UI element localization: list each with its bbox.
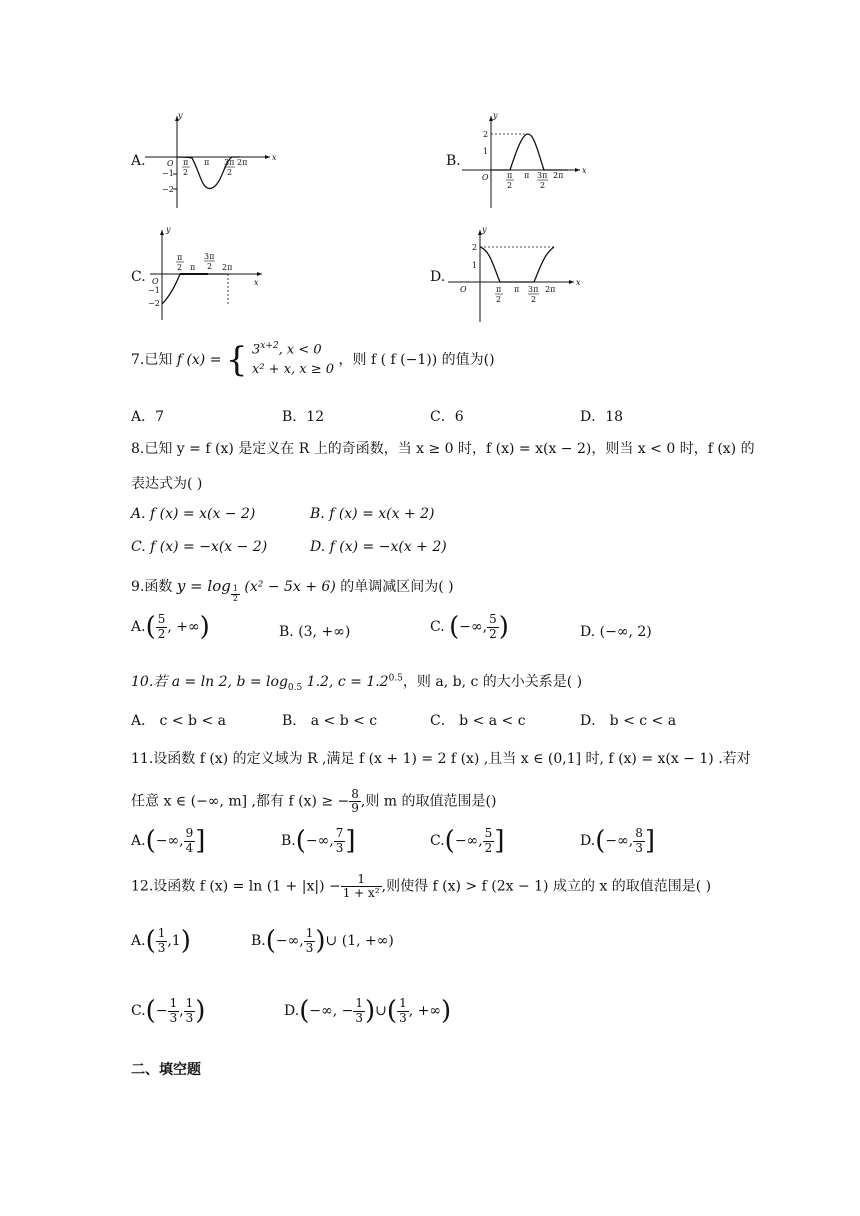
graph-d-label: D.	[430, 269, 446, 285]
svg-text:−1: −1	[148, 286, 160, 295]
q7-option-c: C．6	[430, 409, 464, 425]
question-7: 7.已知 f (x) = { $3^{x+2}$, x < 0 x² + x, x ≥ 0 ，则 f ( f (−1)) 的值为()	[131, 340, 495, 380]
q8-option-c: C. f (x) = −x(x − 2)	[131, 539, 268, 555]
graph-c	[140, 226, 270, 322]
svg-text:3π: 3π	[224, 158, 235, 167]
svg-text:3π: 3π	[528, 285, 539, 294]
graph-a-label: A.	[131, 153, 146, 169]
graph-c-label: C.	[131, 269, 146, 285]
q9-option-b: B. (3, +∞)	[279, 624, 351, 640]
q11-option-c: C.(−∞, $\frac{5}{2}$ ]	[430, 826, 505, 856]
graph-a-neg1: −1	[162, 169, 174, 178]
svg-text:2: 2	[207, 262, 213, 271]
svg-text:2π: 2π	[553, 171, 564, 180]
svg-text:y: y	[166, 226, 171, 234]
q12-option-d: D.(−∞, − $\frac{1}{3}$ )∪( $\frac{1}{3}$ , +∞)	[284, 996, 452, 1026]
q8-option-d: D. f (x) = −x(x + 2)	[310, 539, 447, 555]
svg-text:x: x	[254, 278, 259, 287]
question-11-line1: 11.设函数 f (x) 的定义域为 R ,满足 f (x + 1) = 2 f (x) ,且当 x ∈ (0,1] 时, f (x) = x(x − 1) .若对	[131, 751, 751, 767]
svg-text:π: π	[514, 285, 520, 294]
svg-text:π: π	[183, 158, 189, 167]
svg-text:2: 2	[531, 295, 537, 304]
svg-text:2: 2	[483, 130, 489, 139]
svg-text:2π: 2π	[222, 263, 233, 272]
svg-text:x: x	[576, 278, 581, 287]
q8-option-b: B. f (x) = x(x + 2)	[310, 506, 435, 522]
svg-text:1: 1	[483, 147, 489, 156]
q11-option-a: A.(−∞, $\frac{9}{4}$ ]	[131, 826, 206, 856]
question-8-line1: 8.已知 y = f (x) 是定义在 R 上的奇函数，当 x ≥ 0 时，f (x) = x(x − 2)，则当 x < 0 时，f (x) 的	[131, 441, 755, 457]
svg-text:3π: 3π	[537, 171, 548, 180]
q11-option-d: D.(−∞, $\frac{8}{3}$ ]	[580, 826, 655, 856]
q12-option-c: C.(− $\frac{1}{3}$ , $\frac{1}{3}$ )	[131, 996, 206, 1026]
q12-option-b: B.(−∞, $\frac{1}{3}$ )∪ (1, +∞)	[251, 926, 394, 956]
q9-option-d: D. (−∞, 2)	[580, 624, 652, 640]
q10-option-c: C． b < a < c	[430, 713, 526, 729]
svg-text:2: 2	[507, 181, 513, 190]
q7-option-d: D．18	[580, 409, 624, 425]
svg-text:2: 2	[496, 295, 502, 304]
svg-text:π: π	[177, 253, 183, 262]
svg-text:π: π	[190, 263, 196, 272]
question-11-line2: 任意 x ∈ (−∞, m] ,都有 f (x) ≥ − $\frac{8}{9}$ ,则 m 的取值范围是()	[131, 787, 497, 816]
svg-text:1: 1	[472, 261, 478, 270]
q11-option-b: B.(−∞, $\frac{7}{3}$ ]	[281, 826, 356, 856]
svg-text:2π: 2π	[545, 285, 556, 294]
svg-text:π: π	[204, 158, 210, 167]
svg-text:−2: −2	[148, 299, 160, 308]
svg-text:2: 2	[183, 168, 189, 177]
svg-text:2: 2	[227, 168, 233, 177]
q10-option-d: D． b < c < a	[580, 713, 677, 729]
svg-text:π: π	[524, 171, 530, 180]
graph-a-o: O	[167, 159, 174, 168]
svg-text:2: 2	[472, 243, 478, 252]
svg-text:2: 2	[177, 263, 183, 272]
svg-text:3π: 3π	[204, 252, 215, 261]
question-12: 12.设函数 f (x) = ln (1 + |x|) − $\frac{1}{\text{1 + x²}}$ ,则使得 f (x) > f (2x − 1) 成立的 x 的取值范围是( )	[131, 872, 712, 901]
section-title: 二、填空题	[131, 1062, 201, 1078]
question-9: 9.函数 y = log $\frac{1}{2}$ (x² − 5x + 6) 的单调减区间为( )	[131, 577, 454, 603]
svg-text:2π: 2π	[237, 158, 248, 167]
graph-b-label: B.	[446, 153, 461, 169]
svg-text:x: x	[582, 166, 587, 175]
svg-text:2: 2	[540, 181, 546, 190]
q9-option-a: A.( $\frac{5}{2}$ , +∞)	[131, 612, 210, 642]
q10-option-a: A． c < b < a	[131, 713, 226, 729]
q9-option-c: C. (−∞, $\frac{5}{2}$ )	[430, 612, 509, 642]
q8-option-a: A. f (x) = x(x − 2)	[131, 506, 256, 522]
q10-option-b: B． a < b < c	[282, 713, 378, 729]
graph-b	[458, 112, 588, 210]
svg-text:O: O	[482, 173, 489, 182]
graph-d	[444, 226, 584, 324]
graph-a-y: y	[178, 112, 183, 120]
q7-option-a: A．7	[131, 409, 165, 425]
q7-option-b: B．12	[282, 409, 325, 425]
svg-text:π: π	[507, 171, 513, 180]
svg-text:y: y	[493, 112, 498, 120]
question-8-line2: 表达式为( )	[131, 476, 203, 492]
graph-a-neg2: −2	[162, 185, 174, 194]
graph-a	[140, 112, 280, 210]
svg-text:O: O	[152, 277, 159, 286]
q12-option-a: A.( $\frac{1}{3}$ ,1)	[131, 926, 191, 956]
svg-text:O: O	[460, 285, 467, 294]
svg-text:y: y	[482, 226, 487, 234]
question-10: 10.若 a = ln 2, $b = \log_{0.5} 1.2$, $c = 1.2^{0.5}$，则 a, b, c 的大小关系是( )	[131, 673, 583, 693]
svg-text:π: π	[496, 285, 502, 294]
graph-a-x: x	[272, 153, 277, 162]
